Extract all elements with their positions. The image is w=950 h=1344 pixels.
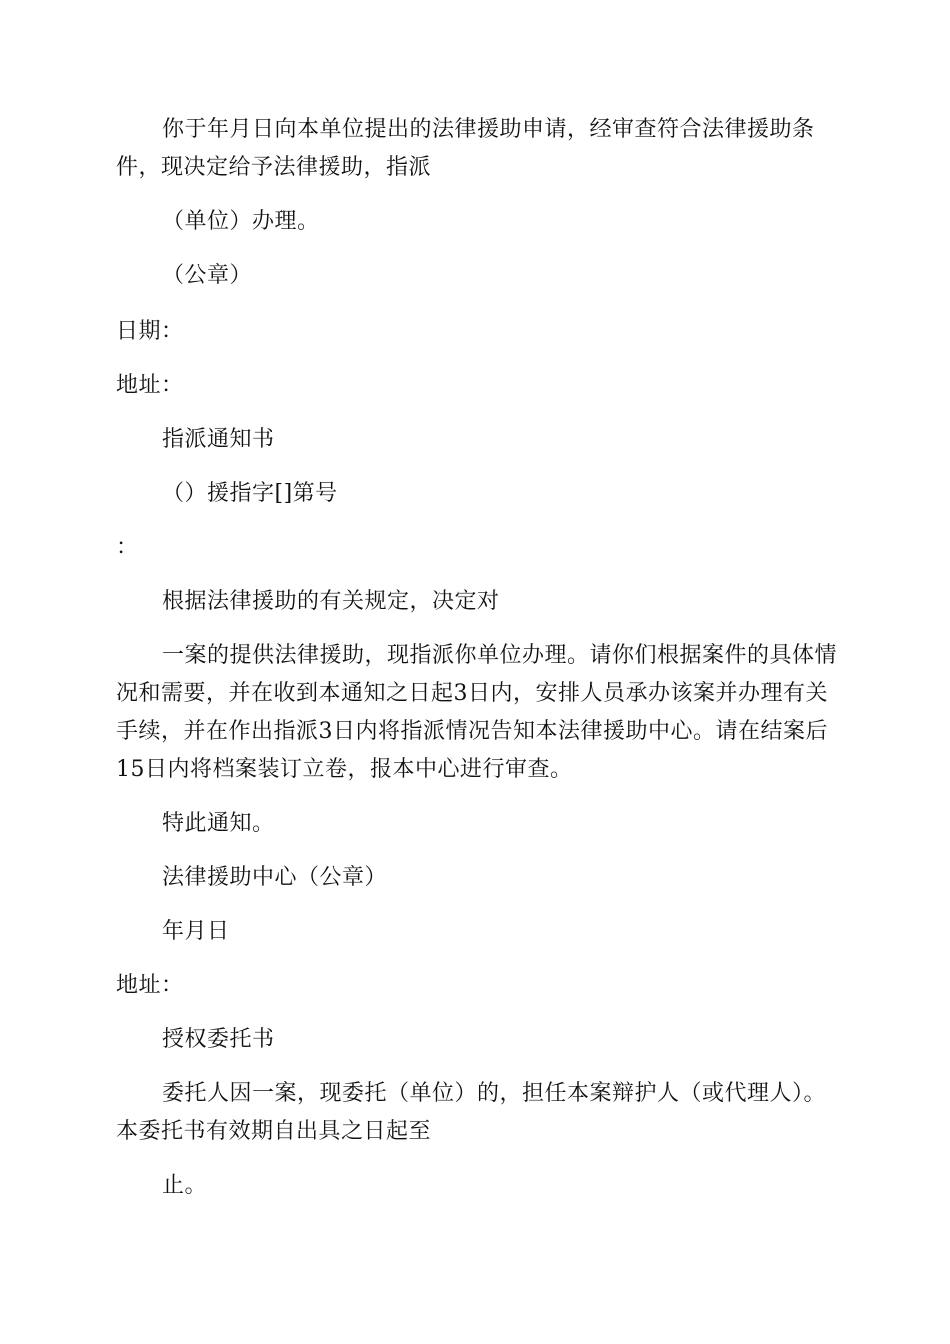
assignment-body-line-4: 15日内将档案装订立卷，报本中心进行审查。 [116, 757, 573, 782]
unit-handling-line: （单位）办理。 [162, 209, 320, 234]
paragraph-approval-line-1: 你于年月日向本单位提出的法律援助申请，经审查符合法律援助条 [162, 117, 815, 142]
address-label-2: 地址： [116, 973, 184, 998]
assignment-notice-title: 指派通知书 [162, 427, 275, 452]
power-of-attorney-title: 授权委托书 [162, 1027, 275, 1052]
assignment-body-line-2: 况和需要，并在收到本通知之日起3日内，安排人员承办该案并办理有关 [116, 681, 828, 706]
assignment-body-line-3: 手续，并在作出指派3日内将指派情况告知本法律援助中心。请在结案后 [116, 719, 828, 744]
paragraph-approval-line-2: 件，现决定给予法律援助，指派 [116, 155, 432, 180]
addressee-line: ： [116, 535, 139, 560]
notice-number-line: （）援指字[]第号 [162, 481, 338, 506]
date-label: 日期： [116, 319, 184, 344]
date-line: 年月日 [162, 919, 230, 944]
entrustment-line-1: 委托人因一案，现委托（单位）的，担任本案辩护人（或代理人）。 [162, 1081, 827, 1106]
decision-line: 根据法律援助的有关规定，决定对 [162, 589, 500, 614]
entrustment-line-2: 本委托书有效期自出具之日起至 [116, 1119, 432, 1144]
legal-aid-center-seal-line: 法律援助中心（公章） [162, 865, 388, 890]
address-label: 地址： [116, 373, 184, 398]
assignment-body-line-1: 一案的提供法律援助，现指派你单位办理。请你们根据案件的具体情 [162, 643, 838, 668]
notice-closing-line: 特此通知。 [162, 811, 275, 836]
seal-line: （公章） [162, 263, 253, 288]
validity-end-line: 止。 [162, 1173, 208, 1198]
